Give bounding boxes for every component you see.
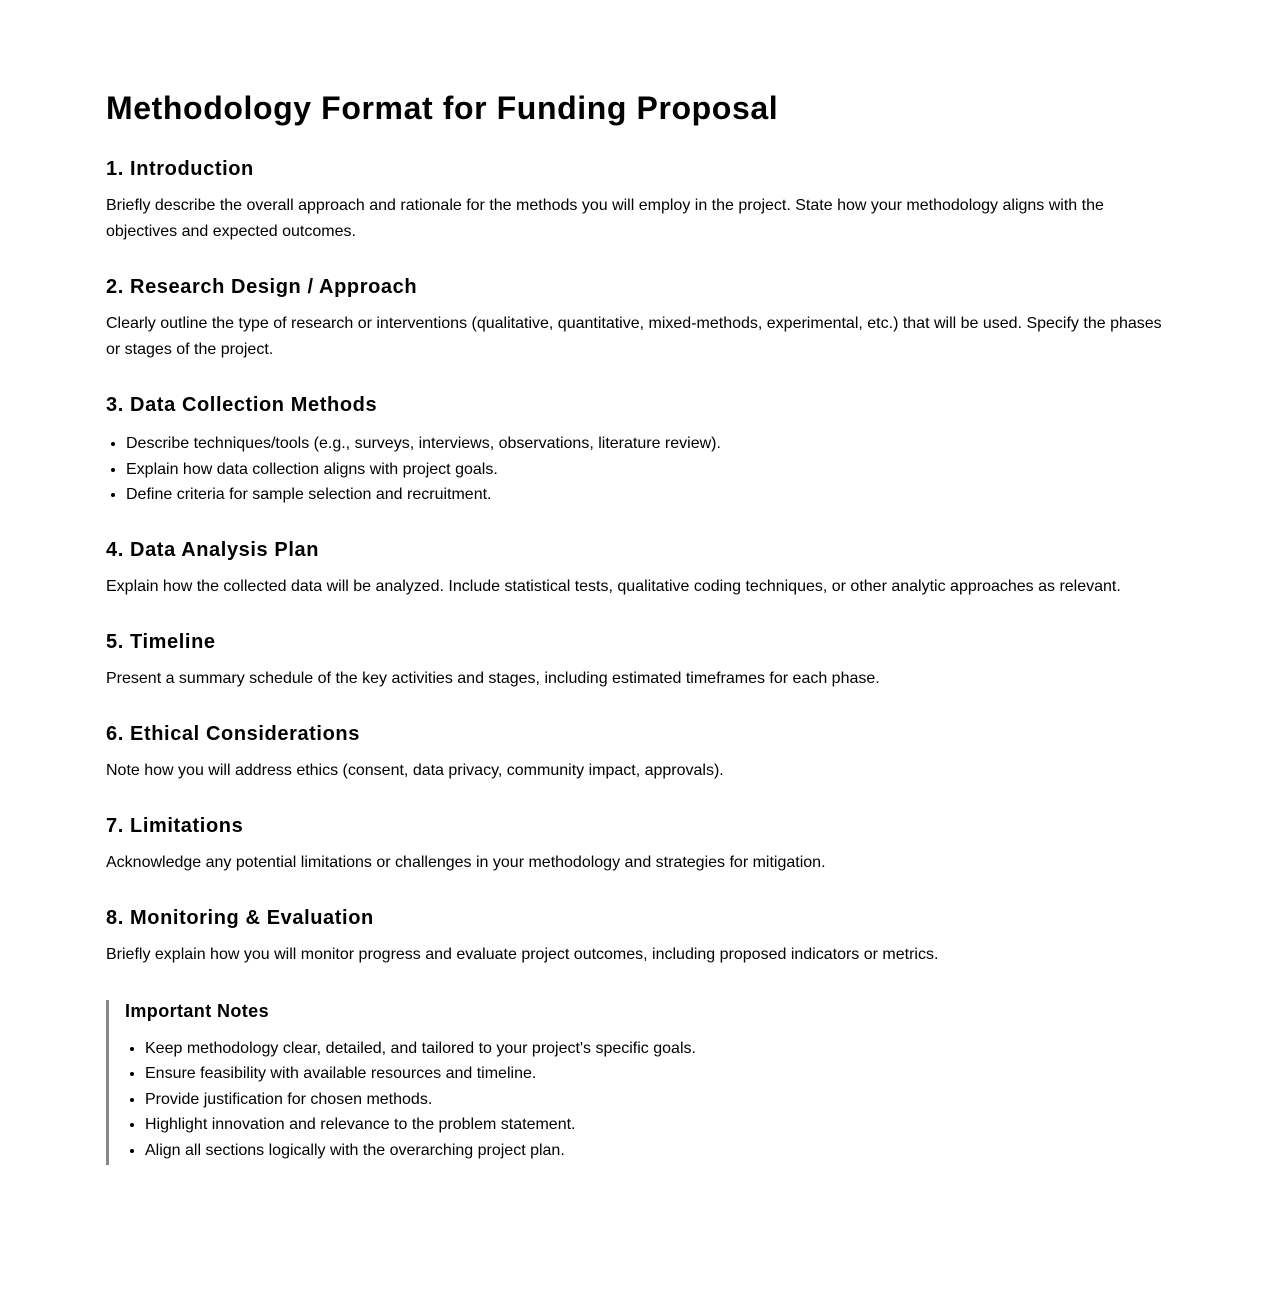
- list-item: • Describe techniques/tools (e.g., surveys, interviews, observations, literature review).: [126, 431, 1172, 457]
- section-text: Present a summary schedule of the key activities and stages, including estimated timeframes for each phase.: [106, 669, 880, 687]
- section-timeline: [106, 630, 1172, 692]
- section-text: Explain how the collected data will be analyzed. Include statistical tests, qualitative coding techniques, or other analytic approaches as relevant.: [106, 577, 1121, 595]
- section-limitations: [106, 814, 1172, 876]
- section-heading: 1. Introduction: [106, 158, 254, 180]
- section-heading: 5. Timeline: [106, 630, 216, 653]
- list-item: • Align all sections logically with the overarching project plan.: [145, 1138, 825, 1164]
- section-text: Note how you will address ethics (consent, data privacy, community impact, approvals).: [106, 761, 724, 779]
- section-research-design: [106, 275, 1172, 363]
- list-item: • Define criteria for sample selection and recruitment.: [126, 482, 1172, 508]
- section-ethical-considerations: [106, 722, 1172, 784]
- section-heading: 7. Limitations: [106, 814, 244, 837]
- section-text: Briefly describe the overall approach and rationale for the methods you will employ in the project. State how your methodology aligns with the objectives and expected outcomes.: [106, 197, 1104, 240]
- section-heading: 2. Research Design / Approach: [106, 276, 418, 298]
- important-notes-callout: [106, 1000, 825, 1166]
- page-title: Methodology Format for Funding Proposal: [106, 90, 779, 126]
- section-monitoring-evaluation: [106, 906, 1172, 968]
- section-text: Briefly explain how you will monitor progress and evaluate project outcomes, including proposed indicators or metrics.: [106, 945, 939, 963]
- section-data-analysis: [106, 538, 1172, 600]
- notes-list: [125, 1036, 825, 1166]
- list-item: • Provide justification for chosen methods.: [145, 1087, 825, 1113]
- section-text: Clearly outline the type of research or interventions (qualitative, quantitative, mixed-methods, experimental, etc.) that will be used. Specify the phases or stages of the project.: [106, 315, 1162, 358]
- section-heading: 3. Data Collection Methods: [106, 394, 378, 416]
- notes-heading: Important Notes: [125, 1000, 270, 1021]
- list-item: • Keep methodology clear, detailed, and tailored to your project's specific goals.: [145, 1036, 825, 1062]
- section-introduction: [106, 157, 1172, 245]
- section-heading: 6. Ethical Considerations: [106, 722, 360, 745]
- list-item: • Highlight innovation and relevance to the problem statement.: [145, 1112, 825, 1138]
- section-text: Acknowledge any potential limitations or challenges in your methodology and strategies for mitigation.: [106, 853, 826, 871]
- data-collection-list: [106, 431, 1172, 508]
- section-data-collection: [106, 393, 1172, 508]
- section-heading: 8. Monitoring & Evaluation: [106, 906, 374, 929]
- section-heading: 4. Data Analysis Plan: [106, 538, 320, 561]
- list-item: • Ensure feasibility with available resources and timeline.: [145, 1061, 825, 1087]
- list-item: • Explain how data collection aligns with project goals.: [126, 457, 1172, 483]
